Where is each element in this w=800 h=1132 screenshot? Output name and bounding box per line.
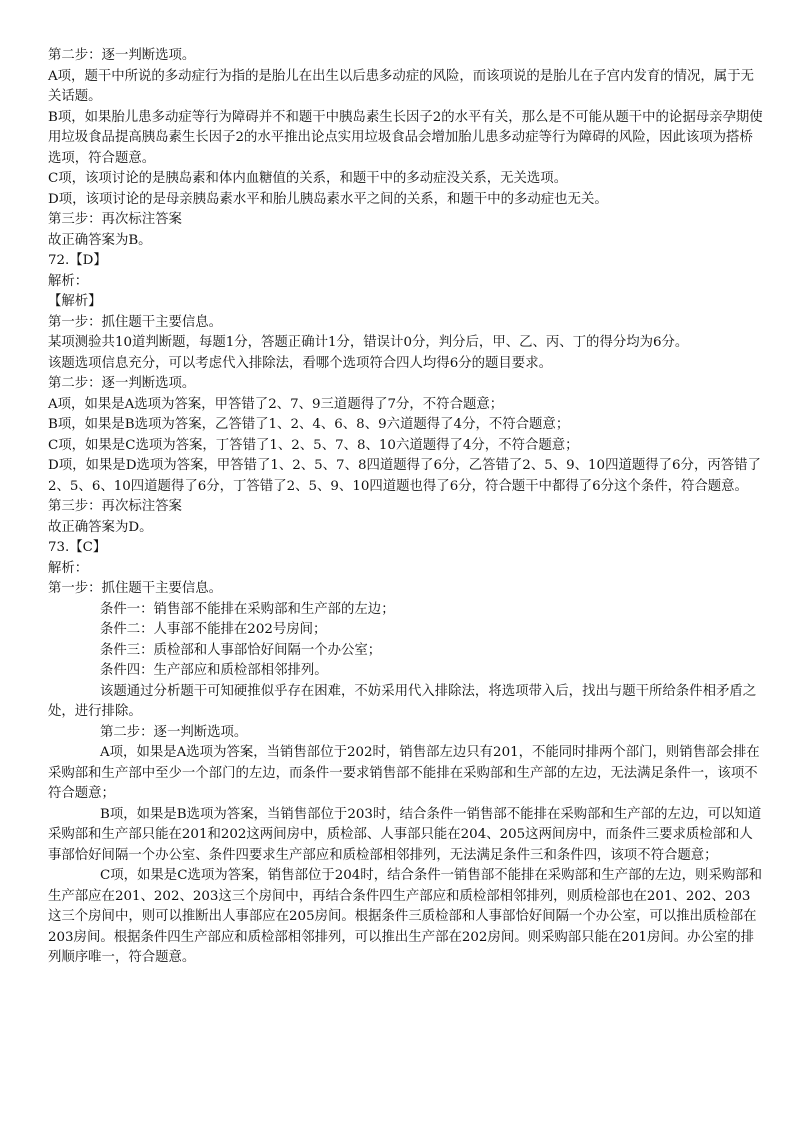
- analysis-paragraph: 该题通过分析题干可知硬推似乎存在困难，不妨采用代入排除法，将选项带入后，找出与题干所给条件相矛盾之处，进行排除。: [48, 683, 757, 719]
- answer-line: 故正确答案为D。: [48, 519, 153, 535]
- option-b-analysis: B项，如果是B选项为答案，当销售部位于203时，结合条件一销售部不能排在采购部和生产部的左边，可以知道采购部和生产部只能在201和202这两间房中，质检部、人事部只能在204、205这两间房中，而条件三要求质检部和人事部恰好间隔一个办公室、条件四要求生产部应和质检部相邻排列，无法满足条件三和条件四，该项不符合题意；: [48, 806, 762, 863]
- option-a-analysis: A项，如果是A选项为答案，当销售部位于202时，销售部左边只有201，不能同时排两个部门，则销售部会排在采购部和生产部中至少一个部门的左边，而条件一要求销售部不能排在采购部和生产部的左边，无法满足条件一，该项不符合题意；: [48, 745, 760, 801]
- option-d-analysis: D项，该项讨论的是母亲胰岛素水平和胎儿胰岛素水平之间的关系，和题干中的多动症也无关。: [48, 191, 608, 207]
- option-c-analysis: C项，该项讨论的是胰岛素和体内血糖值的关系，和题干中的多动症没关系，无关选项。: [48, 171, 568, 186]
- step3-heading: 第三步：再次标注答案: [48, 212, 182, 227]
- step1-heading: 第一步：抓住题干主要信息。: [48, 581, 223, 596]
- option-d-analysis: D项，如果是D选项为答案，甲答错了1、2、5、7、8四道题得了6分，乙答错了2、5、9、10四道题得了6分，丙答错了2、5、6、10四道题得了6分，丁答错了2、5、9、10四道题也得了6分，符合题干中都得了6分这个条件，符合题意。: [48, 458, 761, 494]
- question-72-heading: 72.【D】: [48, 253, 107, 268]
- jiexi-label: 解析：: [48, 560, 89, 576]
- step3-heading: 第三步：再次标注答案: [48, 499, 182, 514]
- option-b-analysis: B项，如果是B选项为答案，乙答错了1、2、4、6、8、9六道题得了4分，不符合题意；: [48, 417, 570, 432]
- step2-heading: 第二步：逐一判断选项。: [48, 376, 196, 391]
- condition-4: 条件四：生产部应和质检部相邻排列。: [100, 663, 328, 678]
- condition-1: 条件一：销售部不能排在采购部和生产部的左边；: [100, 601, 395, 617]
- option-c-analysis: C项，如果是C选项为答案，丁答错了1、2、5、7、8、10六道题得了4分，不符合题意；: [48, 437, 579, 453]
- option-c-analysis: C项，如果是C选项为答案，销售部位于204时，结合条件一销售部不能排在采购部和生产部的左边，则采购部和生产部应在201、202、203这三个房间中，再结合条件四生产部应和质检部相邻排列，则质检部也在201、202、203这三个房间中，则可以推断出人事部应在205房间。根据条件三质检部和人事部恰好间隔一个办公室，可以推出质检部在203房间。根据条件四生产部应和质检部相邻排列，可以推出生产部在202房间。则采购部只能在201房间。办公室的排列顺序唯一，符合题意。: [48, 868, 763, 965]
- condition-3: 条件三：质检部和人事部恰好间隔一个办公室；: [100, 642, 382, 658]
- option-a-analysis: A项，如果是A选项为答案，甲答错了2、7、9三道题得了7分，不符合题意；: [48, 396, 504, 412]
- option-a-analysis: A项，题干中所说的多动症行为指的是胎儿在出生以后患多动症的风险，而该项说的是胎儿在子宫内发育的情况，属于无关话题。: [48, 68, 754, 104]
- jiexi-label: 解析：: [48, 273, 89, 289]
- option-b-analysis: B项，如果胎儿患多动症等行为障碍并不和题干中胰岛素生长因子2的水平有关，那么是不可能从题干中的论据母亲孕期使用垃圾食品提高胰岛素生长因子2的水平推出论点实用垃圾食品会增加胎儿患多动症等行为障碍的风险，因此该项为搭桥选项，符合题意。: [48, 109, 763, 166]
- question-73-heading: 73.【C】: [48, 540, 107, 555]
- info-paragraph: 该题选项信息充分，可以考虑代入排除法，看哪个选项符合四人均得6分的题目要求。: [48, 355, 552, 371]
- condition-2: 条件二：人事部不能排在202号房间；: [100, 622, 327, 637]
- step2-heading: 第二步：逐一判断选项。: [48, 48, 196, 63]
- step2-heading: 第二步：逐一判断选项。: [100, 724, 248, 740]
- step1-heading: 第一步：抓住题干主要信息。: [48, 314, 223, 330]
- jiexi-tag: 【解析】: [48, 294, 102, 309]
- document-page: [48, 46, 763, 969]
- info-paragraph: 某项测验共10道判断题，每题1分，答题正确计1分，错误计0分，判分后，甲、乙、丙、丁的得分均为6分。: [48, 335, 689, 350]
- answer-line: 故正确答案为B。: [48, 232, 152, 248]
